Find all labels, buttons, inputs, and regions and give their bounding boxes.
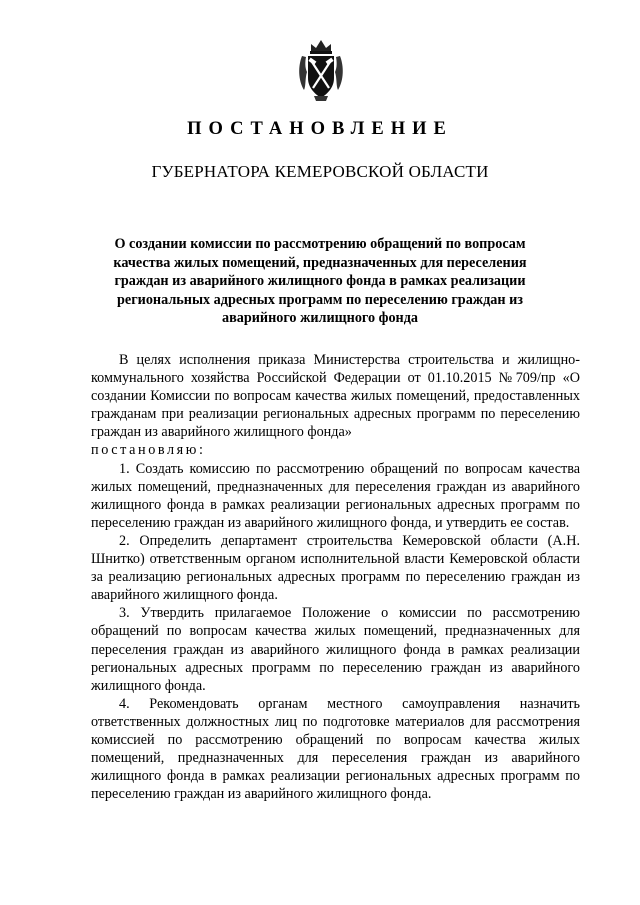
clause-3: 3. Утвердить прилагаемое Положение о комиссии по рассмотрению обращений по вопросам качества жилых помещений, предназначенных для переселения граждан из аварийного жилищного фонда в рамках реализации региональных адресных программ по переселению граждан из аварийного жилищного фонда. (91, 605, 580, 694)
decree-word: постановляю: (91, 442, 206, 459)
clause-1: 1. Создать комиссию по рассмотрению обращений по вопросам качества жилых помещений, предназначенных для переселения граждан из аварийного жилищного фонда в рамках реализации региональных адресных программ по переселению граждан из аварийного жилищного фонда, и утвердить ее состав. (91, 460, 580, 531)
coat-of-arms-icon (296, 38, 346, 102)
preamble-paragraph: В целях исполнения приказа Министерства строительства и жилищно-коммунального хозяйства Российской Федерации от 01.10.2015 №709/пр «О создании Комиссии по вопросам качества жилых помещений, предоставленных гражданам при реализации региональных адресных программ по переселению граждан из аварийного жилищного фонда» (91, 352, 580, 441)
issuer-heading: ГУБЕРНАТОРА КЕМЕРОВСКОЙ ОБЛАСТИ (151, 162, 489, 181)
document-title: О создании комиссии по рассмотрению обращений по вопросам качества жилых помещений, предназначенных для переселения граждан из аварийного жилищного фонда в рамках реализации региональных адресных программ по переселению граждан из аварийного жилищного фонда (113, 236, 527, 326)
clause-2: 2. Определить департамент строительства Кемеровской области (А.Н. Шнитко) ответственным органом исполнительной власти Кемеровской области за реализацию региональных адресных программ по переселению граждан из аварийного жилищного фонда. (91, 532, 580, 604)
clause-4: 4. Рекомендовать органам местного самоуправления назначить ответственных должностных лиц по подготовке материалов для рассмотрения комиссией по рассмотрению обращений по вопросам качества жилых помещений, предназначенных для переселения граждан из аварийного жилищного фонда в рамках реализации региональных адресных программ по переселению граждан из аварийного жилищного фонда. (91, 695, 580, 803)
document-type-heading: ПОСТАНОВЛЕНИЕ (187, 119, 453, 139)
document-body (91, 351, 580, 803)
